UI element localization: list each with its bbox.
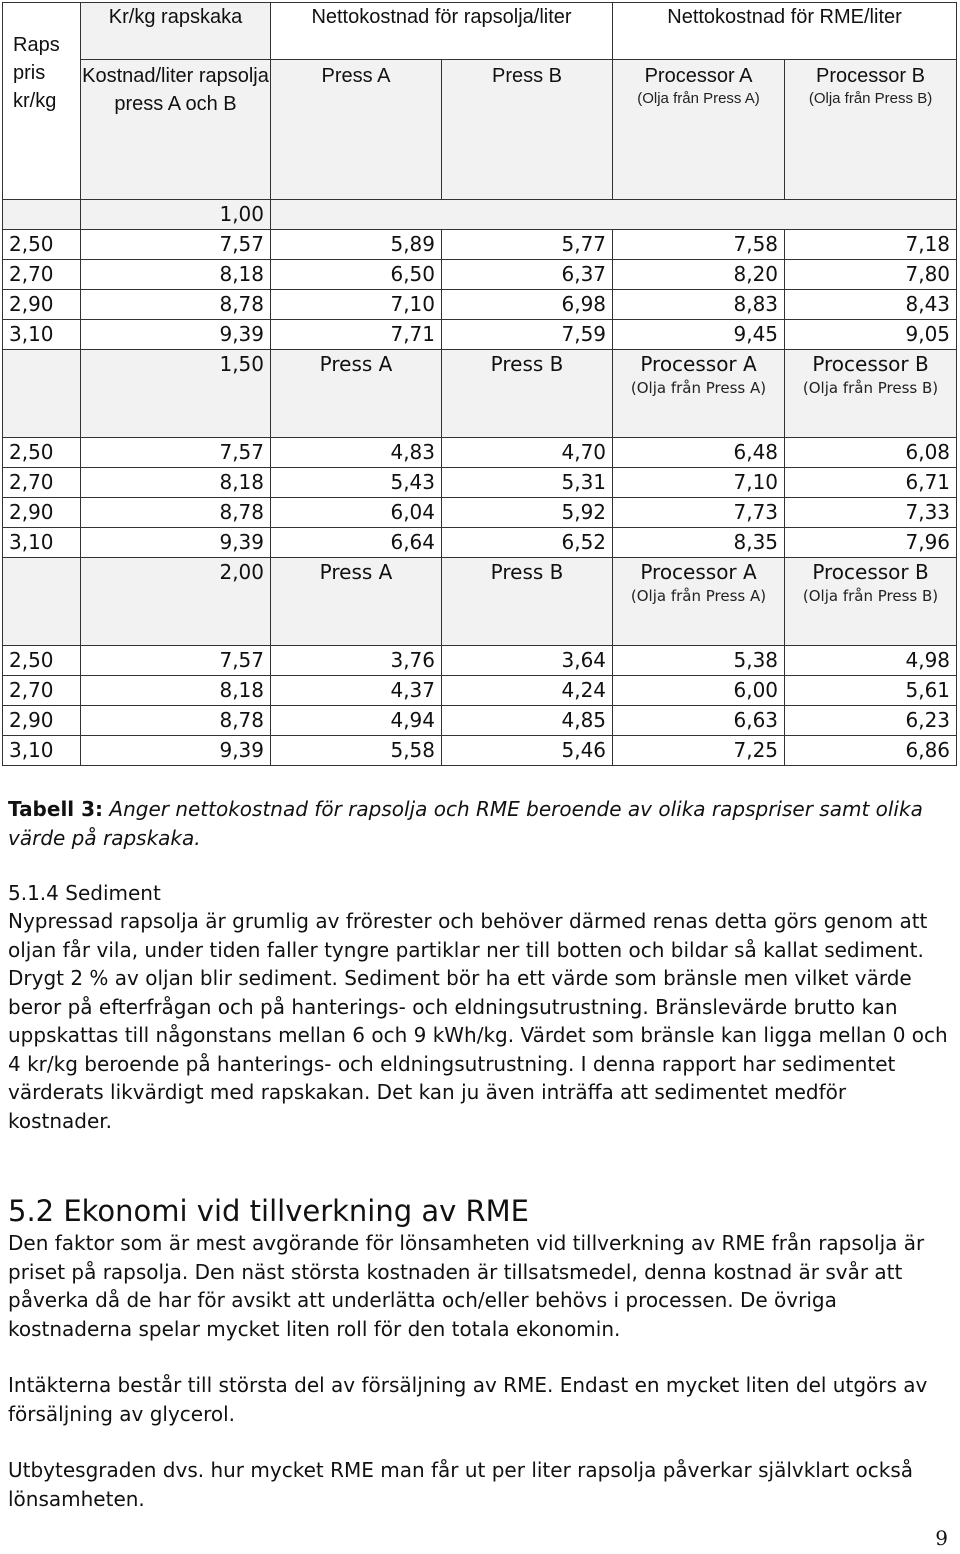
section-heading: 5.1.4 Sediment [8, 881, 161, 905]
table-row: 2,50 7,57 3,76 3,64 5,38 4,98 [3, 646, 957, 676]
caption-text: Anger nettokostnad för rapsolja och RME beroende av olika rapspriser samt olika värde på rapskaka. [8, 797, 923, 850]
table-row: 2,90 8,78 6,04 5,92 7,73 7,33 [3, 498, 957, 528]
header-rapskaka: Kr/kg rapskaka [81, 3, 271, 60]
table-row: 3,10 9,39 5,58 5,46 7,25 6,86 [3, 736, 957, 766]
header-processor-b: Processor B (Olja från Press B) [785, 60, 957, 200]
table-row: 2,70 8,18 4,37 4,24 6,00 5,61 [3, 676, 957, 706]
page-number: 9 [935, 1526, 948, 1550]
paragraph: Den faktor som är mest avgörande för lönsamheten vid tillverkning av RME från rapsolja är priset på rapsolja. Den näst största kostnaden är tillsatsmedel, denna kostnad är svår att påverka då de har för avsikt att underlätta och/eller behövs i processen. De övriga kostnaderna spelar mycket liten roll för den totala ekonomin. [8, 1231, 925, 1341]
cake-value: 1,00 [81, 200, 271, 230]
table-row: 2,50 7,57 5,89 5,77 7,58 7,18 [3, 230, 957, 260]
table-row: 2,50 7,57 4,83 4,70 6,48 6,08 [3, 438, 957, 468]
cake-value: 1,50 [81, 350, 271, 438]
cake-value: 2,00 [81, 558, 271, 646]
section-heading: 5.2 Ekonomi vid tillverkning av RME [8, 1194, 530, 1228]
section-header-row: 1,50 Press A Press B Processor A (Olja från Press A) Processor B (Olja från Press B) [3, 350, 957, 438]
paragraph: Utbytesgraden dvs. hur mycket RME man får ut per liter rapsolja påverkar självklart också lönsamheten. [8, 1458, 914, 1511]
section-header-row: 2,00 Press A Press B Processor A (Olja från Press A) Processor B (Olja från Press B) [3, 558, 957, 646]
paragraph: Intäkterna består till största del av försäljning av RME. Endast en mycket liten del utgörs av försäljning av glycerol. [8, 1373, 928, 1426]
table-caption [8, 795, 948, 853]
caption-label: Tabell 3: [8, 797, 104, 821]
header-press-a: Press A [271, 60, 442, 200]
table-row: 3,10 9,39 6,64 6,52 8,35 7,96 [3, 528, 957, 558]
results-table [2, 2, 957, 766]
header-kostnad-liter: Kostnad/liter rapsolja press A och B [81, 60, 271, 200]
section-sediment [8, 879, 953, 1135]
table-row: 2,90 8,78 7,10 6,98 8,83 8,43 [3, 290, 957, 320]
table-row: 2,70 8,18 5,43 5,31 7,10 6,71 [3, 468, 957, 498]
table-row: 2,90 8,78 4,94 4,85 6,63 6,23 [3, 706, 957, 736]
header-processor-a: Processor A (Olja från Press A) [613, 60, 785, 200]
header-group-rme: Nettokostnad för RME/liter [613, 3, 957, 60]
table-row: 2,70 8,18 6,50 6,37 8,20 7,80 [3, 260, 957, 290]
section-ekonomi [8, 1193, 953, 1513]
section-body: Nypressad rapsolja är grumlig av frörester och behöver därmed renas detta görs genom att oljan får vila, under tiden faller tyngre partiklar ner till botten och bildar så kallat sediment. Drygt 2 % av oljan blir sediment. Sediment bör ha ett värde som bränsle men vilket värde beror på efterfrågan och på hanterings- och eldningsutrustning. Bränslevärde brutto kan uppskattas till någonstans mellan 6 och 9 kWh/kg. Värdet som bränsle kan ligga mellan 0 och 4 kr/kg beroende på hanterings- och eldningsutrustning. I denna rapport har sedimentet värderats likvärdigt med rapskakan. Det kan ju även inträffa att sedimentet medför kostnader. [8, 909, 948, 1133]
table-row: 3,10 9,39 7,71 7,59 9,45 9,05 [3, 320, 957, 350]
header-raps-pris: Raps pris kr/kg [3, 3, 81, 200]
header-press-b: Press B [442, 60, 613, 200]
section-header-row [3, 200, 957, 230]
header-group-rapsolja: Nettokostnad för rapsolja/liter [271, 3, 613, 60]
